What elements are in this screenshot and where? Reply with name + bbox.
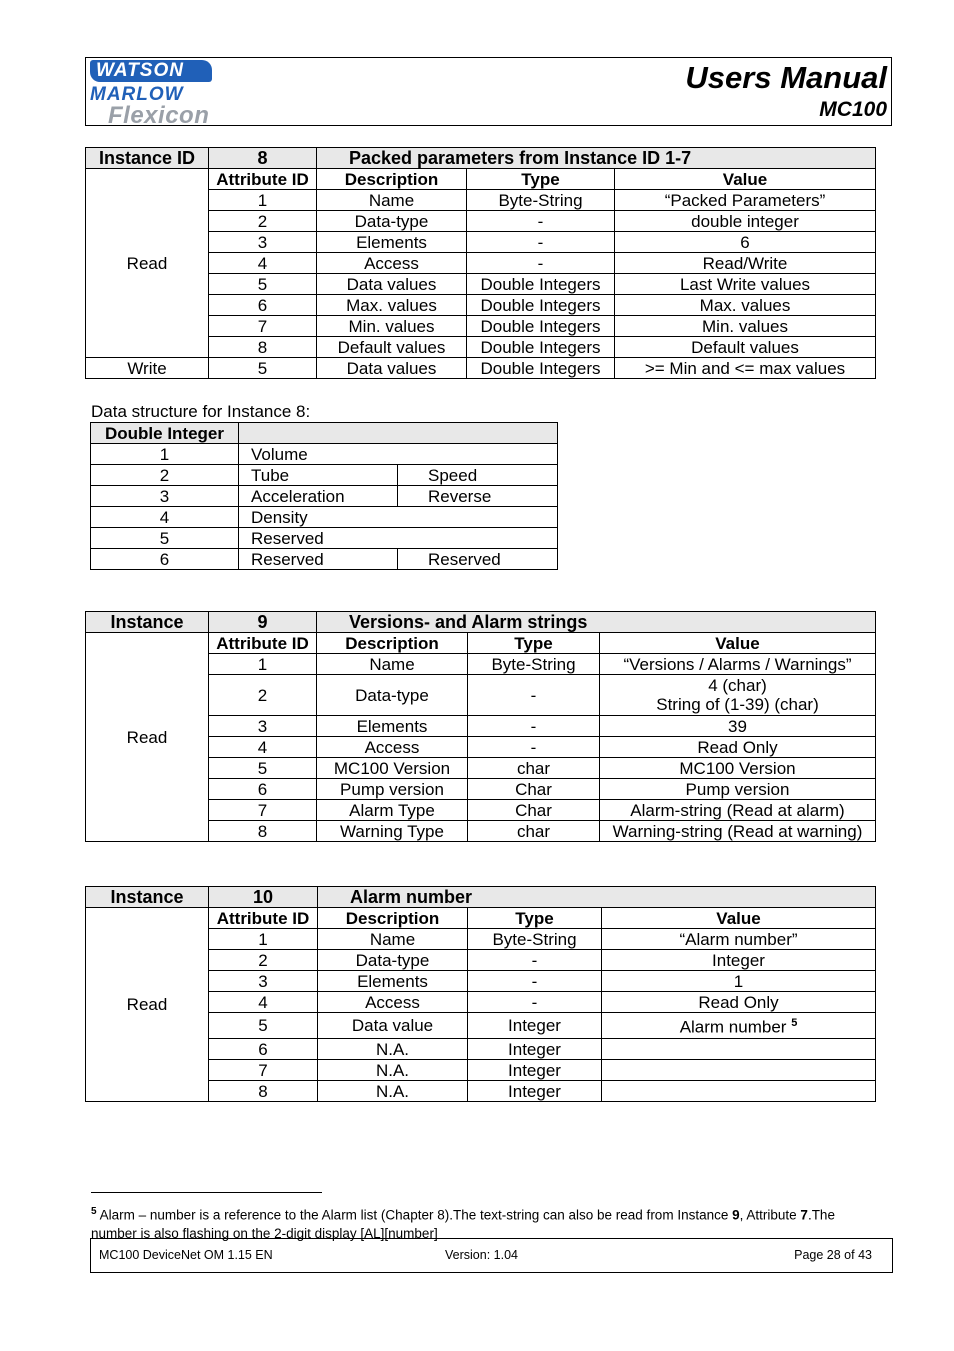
table-cell: Double Integers [467,337,615,358]
page-header [85,57,892,129]
table-cell: 8 [209,821,317,842]
table-cell: Access [318,992,468,1013]
instance-number: 8 [209,148,317,169]
table-cell: double integer [615,211,876,232]
column-header: Description [318,908,468,929]
structure-header: Double Integer [91,423,239,444]
instance-title: Versions- and Alarm strings [317,612,876,633]
table-cell: Integer [468,1081,602,1102]
instance-number: 9 [209,612,317,633]
page-footer [90,1238,893,1273]
table-cell [600,675,876,716]
table-cell: Elements [318,971,468,992]
instance-number: 10 [209,887,318,908]
table-cell: 1 [91,444,239,465]
table-cell: Pump version [317,779,468,800]
table-cell: 4 [209,253,317,274]
footnote-text: .The number is also flashing on the 2-digit display [AL][number] [91,1207,835,1241]
table-cell: Warning Type [317,821,468,842]
table-cell: - [467,232,615,253]
table-cell: Double Integers [467,316,615,337]
footnote-text: Alarm – number is a reference to the Alarm list (Chapter 8).The text-string can also be read from Instance [96,1207,733,1223]
table-cell: - [468,950,602,971]
footnote-attribute: 7 [800,1207,808,1223]
table-cell: “Packed Parameters” [615,190,876,211]
instance-8-table [85,147,876,379]
table-cell: 7 [209,1060,318,1081]
logo-flexicon: Flexicon [108,102,210,129]
table-cell: Tube [239,465,398,486]
value-line-2: String of (1-39) (char) [656,695,819,714]
footer-document-id: MC100 DeviceNet OM 1.15 EN [99,1248,273,1262]
table-cell: Reserved [239,528,558,549]
table-cell: N.A. [318,1039,468,1060]
table-cell: “Alarm number” [602,929,876,950]
table-row [91,528,558,549]
table-cell: Read Only [600,737,876,758]
table-cell: Byte-String [468,929,602,950]
instance-10-table [85,886,876,1102]
table-cell: Min. values [317,316,467,337]
footnote-divider [91,1192,322,1193]
table-cell: Byte-String [467,190,615,211]
column-header: Value [600,633,876,654]
document-title: Users Manual [685,60,887,95]
table-cell: Volume [239,444,558,465]
column-header: Type [467,169,615,190]
footnote-text: , Attribute [739,1207,801,1223]
table-cell: 7 [209,800,317,821]
table-cell: 2 [209,950,318,971]
table-cell: Data-type [317,211,467,232]
table-cell: 1 [209,654,317,675]
column-header: Attribute ID [209,908,318,929]
table-cell: Data value [318,1013,468,1039]
table-cell: Data-type [317,675,468,716]
table-cell: Data values [317,358,467,379]
instance-label: Instance ID [86,148,209,169]
table-cell: N.A. [318,1060,468,1081]
table-cell: Warning-string (Read at warning) [600,821,876,842]
table-cell: Speed [398,465,558,486]
table-cell: Density [239,507,558,528]
column-header: Attribute ID [209,633,317,654]
column-header: Description [317,169,467,190]
table-cell: 4 [91,507,239,528]
table-cell: Pump version [600,779,876,800]
table-cell: Char [468,779,600,800]
column-header: Type [468,633,600,654]
table-cell: Reserved [239,549,398,570]
table-cell: - [468,971,602,992]
table-cell: N.A. [318,1081,468,1102]
table-cell: Byte-String [468,654,600,675]
footer-version: Version: 1.04 [445,1248,518,1262]
table-cell: MC100 Version [317,758,468,779]
table-row [91,486,558,507]
footnote-instance: 9 [732,1207,740,1223]
table-cell: Integer [468,1013,602,1039]
column-header: Description [317,633,468,654]
table-cell: Default values [317,337,467,358]
table-cell: Data-type [318,950,468,971]
table-row [91,507,558,528]
instance-label: Instance [86,612,209,633]
footnote [91,1203,881,1243]
table-cell: - [468,675,600,716]
table-cell: 3 [209,716,317,737]
table-cell: Last Write values [615,274,876,295]
table-cell: Name [317,654,468,675]
table-cell: Read/Write [615,253,876,274]
table-cell: MC100 Version [600,758,876,779]
table-cell: 6 [91,549,239,570]
table-cell: Elements [317,232,467,253]
table-cell: Alarm Type [317,800,468,821]
table-cell: 5 [209,1013,318,1039]
structure-caption: Data structure for Instance 8: [91,402,311,421]
data-structure-table [90,422,558,570]
read-label: Read [86,908,209,1102]
footnote-marker: 5 [91,1206,97,1217]
table-cell: char [468,758,600,779]
write-label: Write [86,358,209,379]
table-cell: 6 [615,232,876,253]
table-cell: - [467,211,615,232]
table-cell: 4 [209,737,317,758]
instance-title: Alarm number [318,887,876,908]
table-cell: 5 [209,358,317,379]
value-line-1: 4 (char) [708,676,767,695]
table-cell: Read Only [602,992,876,1013]
table-cell: char [468,821,600,842]
table-cell: Max. values [615,295,876,316]
table-cell: Double Integers [467,358,615,379]
table-cell: 5 [209,758,317,779]
table-cell: Elements [317,716,468,737]
logo-watson: WATSON [90,60,212,82]
table-cell: 8 [209,337,317,358]
table-cell: Min. values [615,316,876,337]
table-cell: - [467,253,615,274]
table-cell: 3 [209,971,318,992]
column-header: Attribute ID [209,169,317,190]
table-cell: Access [317,737,468,758]
table-cell: Data values [317,274,467,295]
read-label: Read [86,633,209,842]
table-cell: Integer [468,1060,602,1081]
table-cell [602,1081,876,1102]
table-cell: - [468,716,600,737]
table-row [91,549,558,570]
footer-page-number: Page 28 of 43 [794,1248,872,1262]
table-cell: Alarm-string (Read at alarm) [600,800,876,821]
table-cell: 2 [209,675,317,716]
table-cell [602,1013,876,1039]
table-cell: 6 [209,295,317,316]
instance-title: Packed parameters from Instance ID 1-7 [317,148,876,169]
table-cell: - [468,737,600,758]
table-row [91,465,558,486]
table-cell: Reverse [398,486,558,507]
document-subtitle: MC100 [819,98,887,121]
logo-marlow: MARLOW [90,84,184,105]
table-cell: 5 [91,528,239,549]
table-cell: Double Integers [467,295,615,316]
table-cell: 1 [209,190,317,211]
table-cell: 1 [209,929,318,950]
table-cell: Integer [602,950,876,971]
table-cell: 3 [209,232,317,253]
table-cell: “Versions / Alarms / Warnings” [600,654,876,675]
table-cell: 8 [209,1081,318,1102]
instance-label: Instance [86,887,209,908]
instance-9-table [85,611,876,842]
structure-header-blank [239,423,558,444]
table-cell: Max. values [317,295,467,316]
column-header: Type [468,908,602,929]
table-cell: 39 [600,716,876,737]
table-cell: - [468,992,602,1013]
table-row [91,444,558,465]
alarm-number-value: Alarm number [679,1017,787,1037]
table-cell [602,1039,876,1060]
table-cell: 6 [209,1039,318,1060]
table-cell: 2 [91,465,239,486]
column-header: Value [615,169,876,190]
table-row [86,358,876,379]
table-cell: 2 [209,211,317,232]
table-cell: Double Integers [467,274,615,295]
table-cell: Name [318,929,468,950]
table-cell: Integer [468,1039,602,1060]
table-cell: 6 [209,779,317,800]
table-cell: Char [468,800,600,821]
table-cell: 5 [209,274,317,295]
footnote-reference[interactable]: 5 [791,1017,798,1030]
table-cell: Name [317,190,467,211]
table-cell: >= Min and <= max values [615,358,876,379]
table-cell: 7 [209,316,317,337]
table-cell: 1 [602,971,876,992]
table-cell: 3 [91,486,239,507]
table-cell: Default values [615,337,876,358]
column-header: Value [602,908,876,929]
table-cell: Acceleration [239,486,398,507]
table-cell [602,1060,876,1081]
table-cell: 4 [209,992,318,1013]
read-label: Read [86,169,209,358]
table-cell: Access [317,253,467,274]
table-cell: Reserved [398,549,558,570]
